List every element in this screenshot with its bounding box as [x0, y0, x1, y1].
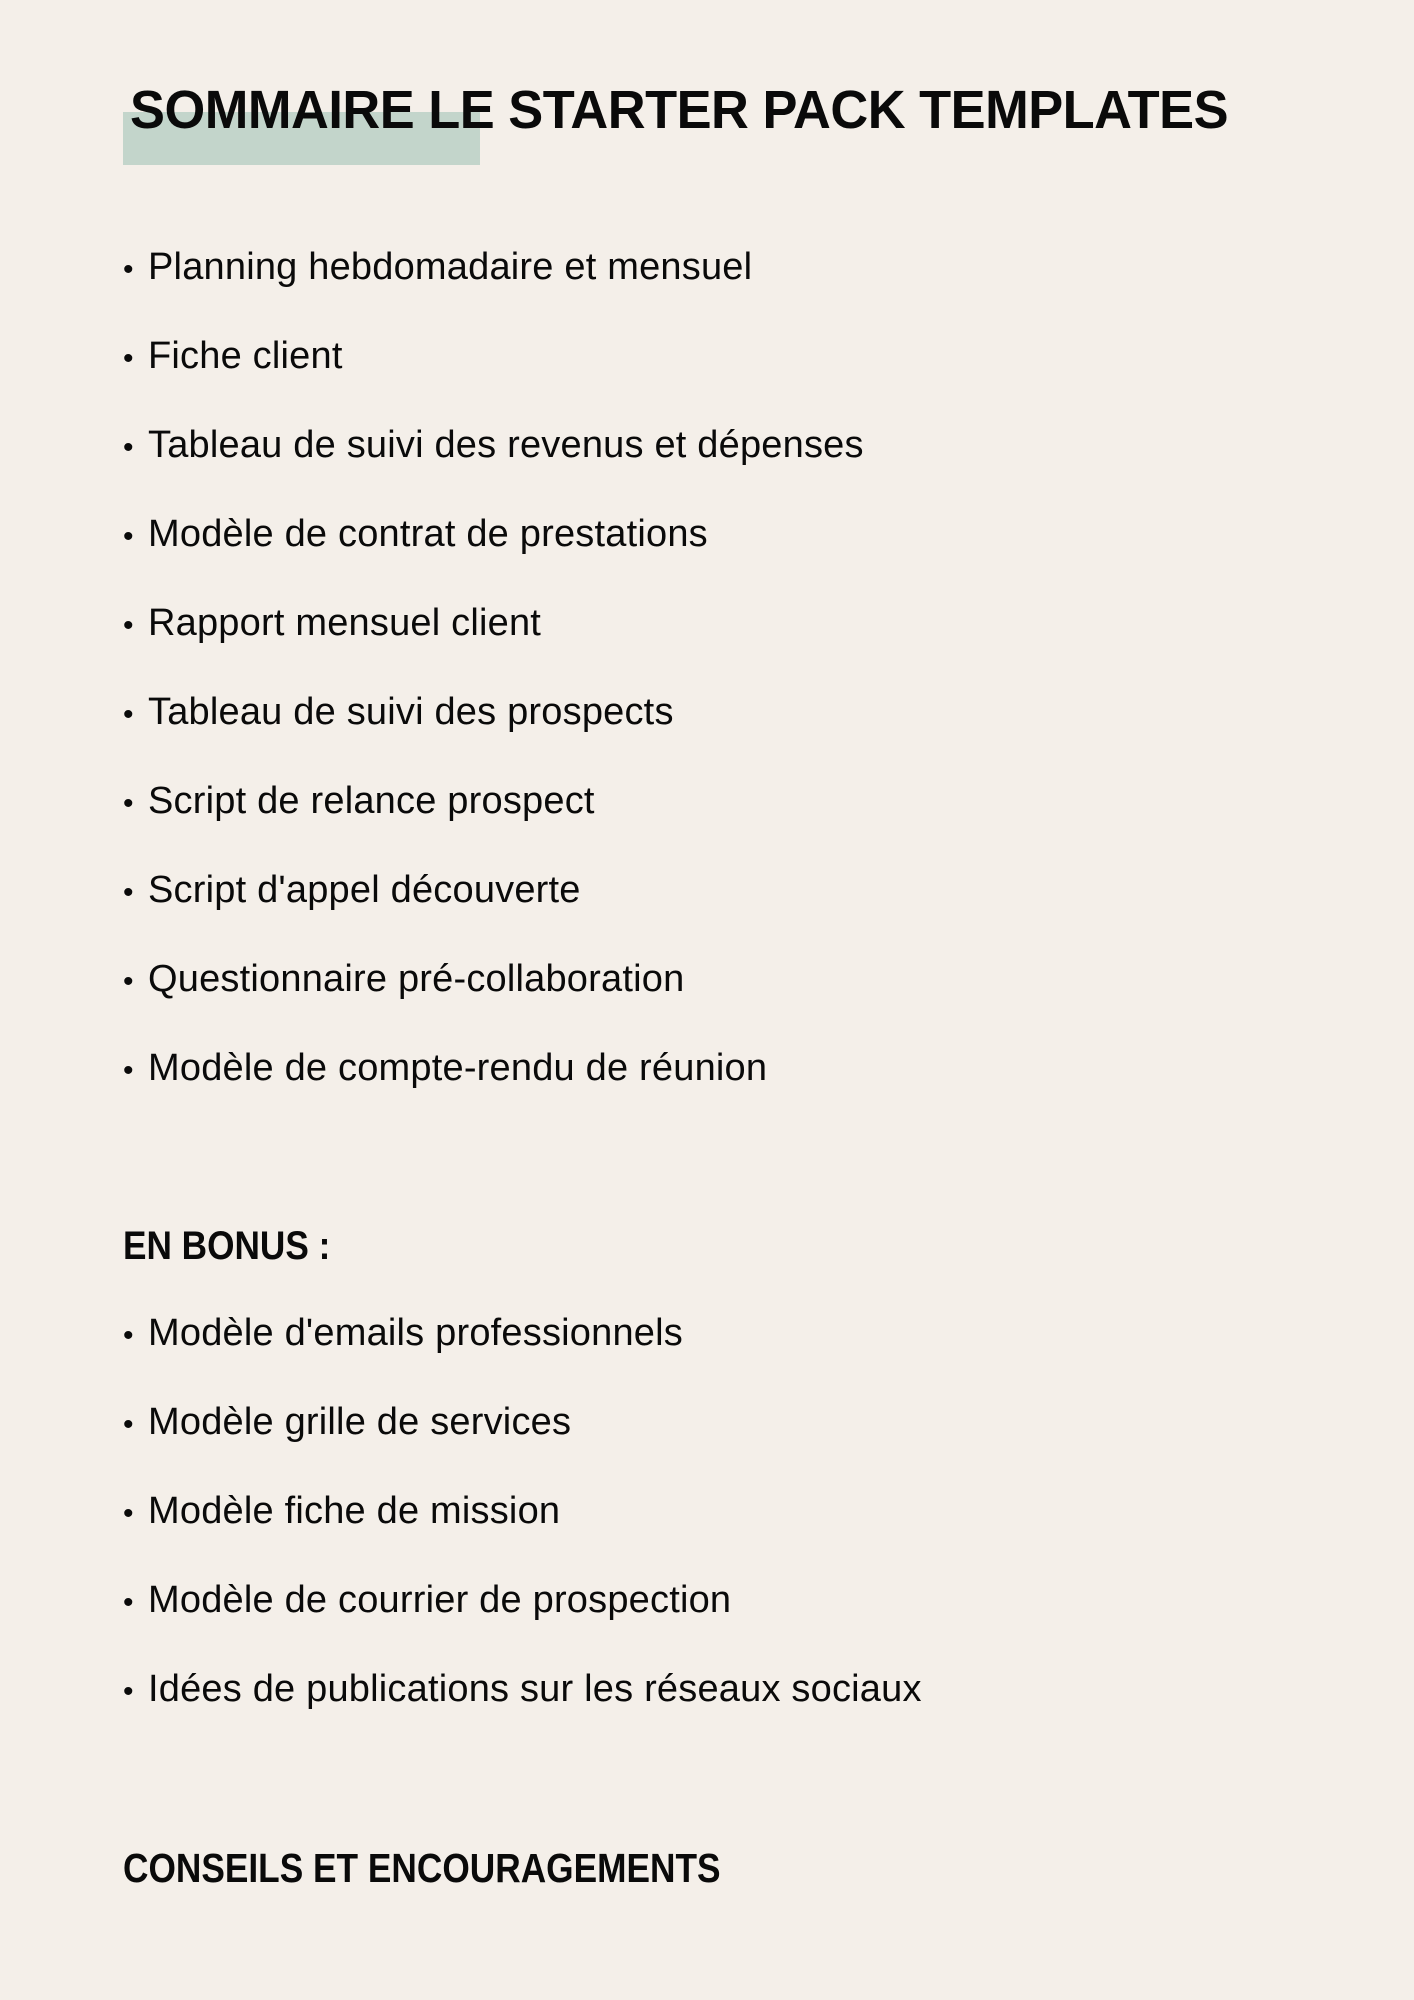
list-item-label: Modèle grille de services	[148, 1401, 572, 1443]
bullet-icon: •	[123, 876, 134, 909]
bullet-icon: •	[123, 787, 134, 820]
list-item-label: Planning hebdomadaire et mensuel	[148, 246, 753, 288]
list-item-label: Rapport mensuel client	[148, 602, 542, 644]
list-item-label: Modèle de compte-rendu de réunion	[148, 1047, 768, 1089]
list-item	[123, 846, 864, 935]
list-item	[123, 1024, 864, 1113]
list-item	[123, 490, 864, 579]
bullet-icon: •	[123, 965, 134, 998]
list-item	[123, 312, 864, 401]
list-item-label: Idées de publications sur les réseaux sociaux	[148, 1668, 922, 1710]
list-item	[123, 223, 864, 312]
bullet-icon: •	[123, 1675, 134, 1708]
bullet-icon: •	[123, 431, 134, 464]
tips-heading: CONSEILS ET ENCOURAGEMENTS	[123, 1845, 721, 1891]
bonus-list	[123, 1289, 922, 1734]
list-item	[123, 668, 864, 757]
list-item	[123, 1645, 922, 1734]
bullet-icon: •	[123, 698, 134, 731]
list-item-label: Modèle de contrat de prestations	[148, 513, 708, 555]
list-item-label: Fiche client	[148, 335, 343, 377]
list-item-label: Tableau de suivi des prospects	[148, 691, 674, 733]
bonus-heading: EN BONUS :	[123, 1224, 331, 1268]
list-item	[123, 1289, 922, 1378]
page-title: SOMMAIRE LE STARTER PACK TEMPLATES	[130, 80, 1229, 140]
bullet-icon: •	[123, 1497, 134, 1530]
list-item	[123, 579, 864, 668]
list-item	[123, 1467, 922, 1556]
bullet-icon: •	[123, 1586, 134, 1619]
bullet-icon: •	[123, 1319, 134, 1352]
list-item	[123, 1556, 922, 1645]
list-item-label: Tableau de suivi des revenus et dépenses	[148, 424, 864, 466]
list-item	[123, 1378, 922, 1467]
list-item-label: Modèle d'emails professionnels	[148, 1312, 683, 1354]
list-item	[123, 757, 864, 846]
bullet-icon: •	[123, 609, 134, 642]
bullet-icon: •	[123, 253, 134, 286]
bullet-icon: •	[123, 1408, 134, 1441]
bullet-icon: •	[123, 520, 134, 553]
list-item	[123, 935, 864, 1024]
list-item-label: Script d'appel découverte	[148, 869, 581, 911]
list-item	[123, 401, 864, 490]
bullet-icon: •	[123, 342, 134, 375]
list-item-label: Questionnaire pré-collaboration	[148, 958, 685, 1000]
templates-list	[123, 223, 864, 1113]
bullet-icon: •	[123, 1054, 134, 1087]
list-item-label: Script de relance prospect	[148, 780, 595, 822]
list-item-label: Modèle fiche de mission	[148, 1490, 561, 1532]
list-item-label: Modèle de courrier de prospection	[148, 1579, 732, 1621]
